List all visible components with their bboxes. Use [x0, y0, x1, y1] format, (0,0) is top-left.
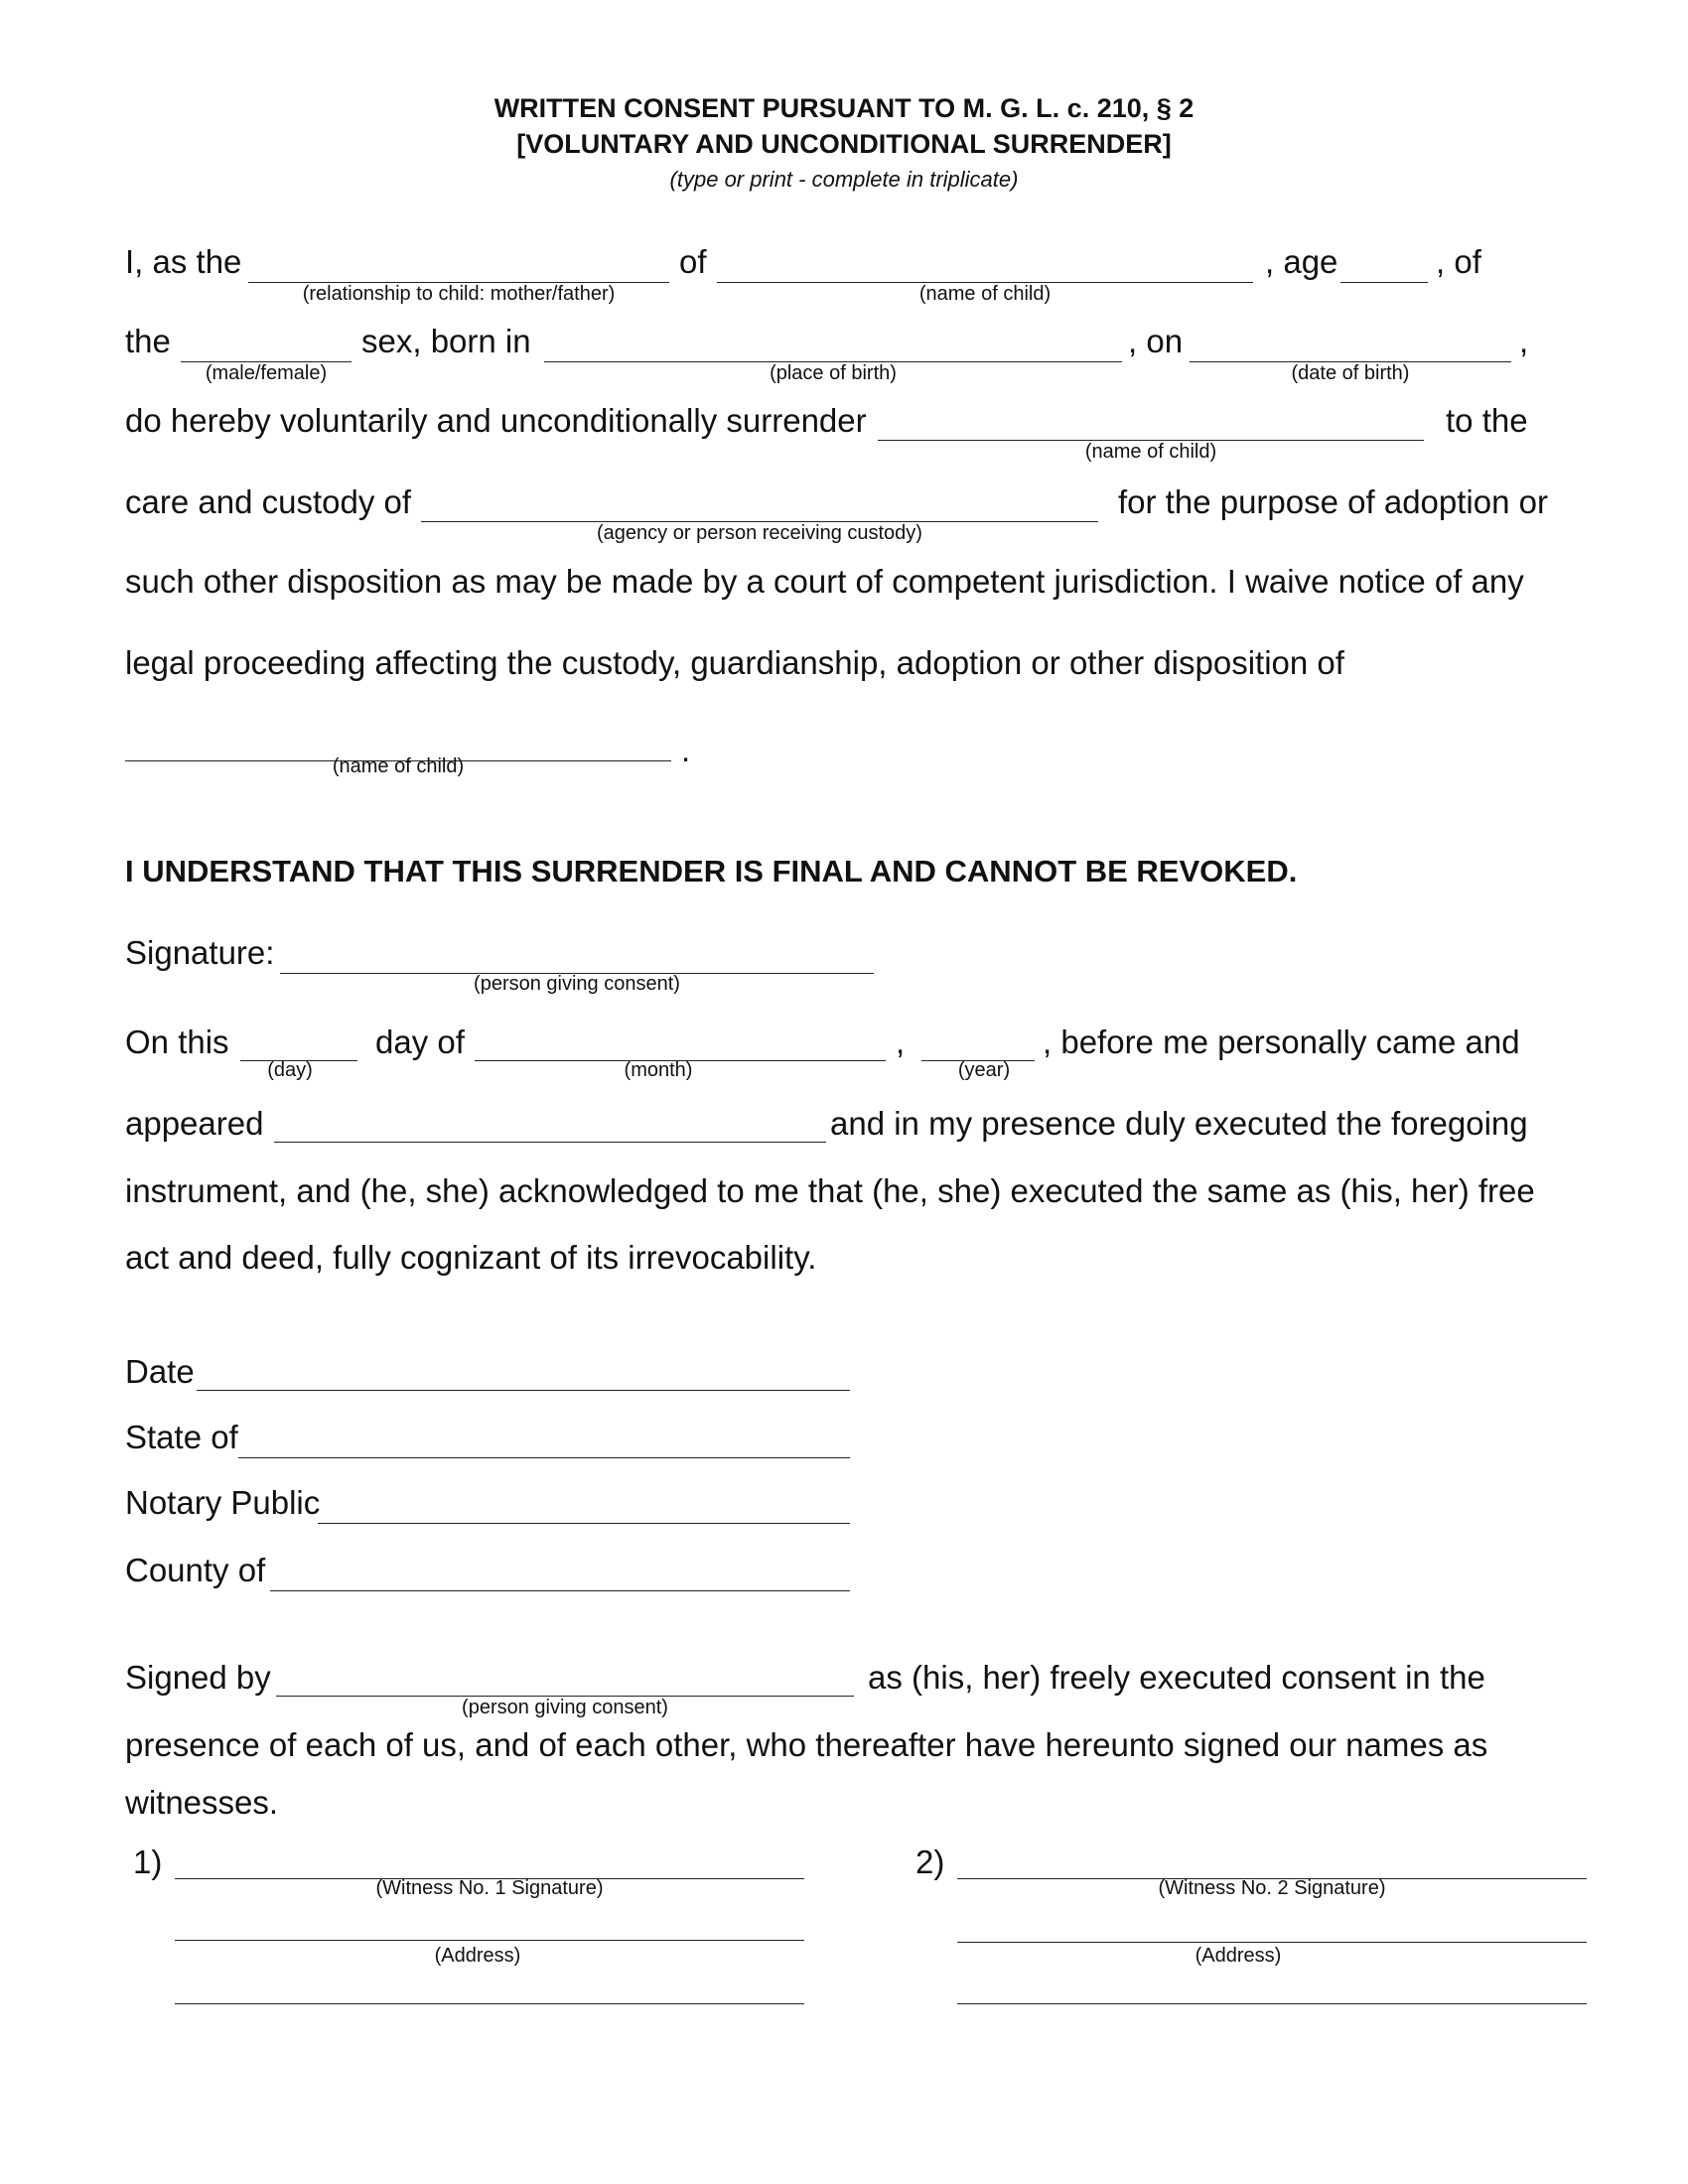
text-day-of: day of: [375, 1024, 465, 1060]
witness2-address-field-1[interactable]: [957, 1942, 1587, 1943]
text-line5: such other disposition as may be made by a court of competent jurisdiction. I waive notice of any: [125, 563, 1524, 600]
text-care-custody: care and custody of: [125, 483, 412, 520]
month-caption: (month): [624, 1059, 693, 1081]
child-name-caption-1: (name of child): [918, 283, 1052, 305]
notary-public-field[interactable]: [318, 1523, 850, 1524]
text-to-the: to the: [1446, 402, 1528, 439]
text-line6: legal proceeding affecting the custody, guardianship, adoption or other disposition of: [125, 644, 1344, 681]
text-purpose: for the purpose of adoption or: [1118, 483, 1548, 520]
text-executed: and in my presence duly executed the foregoing: [830, 1105, 1528, 1142]
year-caption: (year): [957, 1059, 1011, 1081]
witness2-address-field-2[interactable]: [957, 2003, 1587, 2004]
text-period: .: [681, 732, 691, 768]
text-witness-line3: witnesses.: [125, 1784, 279, 1821]
place-of-birth-caption: (place of birth): [770, 362, 897, 384]
text-the: the: [125, 323, 171, 359]
text-of: of: [679, 243, 707, 280]
child-name-caption-2: (name of child): [1084, 441, 1217, 463]
witness1-signature-caption: (Witness No. 1 Signature): [375, 1877, 604, 1899]
text-appeared: appeared: [125, 1105, 264, 1142]
witness1-address-caption: (Address): [434, 1945, 521, 1967]
date-of-birth-caption: (date of birth): [1291, 362, 1410, 384]
notary-date-label: Date: [125, 1353, 195, 1390]
text-age: , age: [1265, 243, 1338, 280]
relationship-caption: (relationship to child: mother/father): [302, 283, 616, 305]
final-statement: I UNDERSTAND THAT THIS SURRENDER IS FINAL AND CANNOT BE REVOKED.: [125, 854, 1298, 888]
signature-caption: (person giving consent): [474, 973, 680, 995]
text-comma-of: , of: [1436, 243, 1481, 280]
witness1-address-field-2[interactable]: [175, 2003, 804, 2004]
text-comma-2: ,: [896, 1024, 906, 1060]
text-comma: ,: [1519, 323, 1529, 359]
witness1-address-field-1[interactable]: [175, 1940, 804, 1941]
text-witness-line2: presence of each of us, and of each other, who thereafter have hereunto signed our names as: [125, 1726, 1488, 1763]
text-ack-line4: act and deed, fully cognizant of its irrevocability.: [125, 1239, 817, 1276]
text-i-as-the: I, as the: [125, 243, 242, 280]
witness2-number: 2): [915, 1843, 945, 1880]
text-on-this: On this: [125, 1024, 229, 1060]
form-title-line2: [VOLUNTARY AND UNCONDITIONAL SURRENDER]: [516, 129, 1172, 159]
signature-label: Signature:: [125, 934, 275, 971]
sex-caption: (male/female): [205, 362, 328, 384]
signed-by-caption: (person giving consent): [462, 1697, 668, 1718]
notary-public-label: Notary Public: [125, 1484, 321, 1521]
text-came: , before me personally came and: [1043, 1024, 1520, 1060]
notary-date-field[interactable]: [197, 1390, 850, 1391]
text-surrender: do hereby voluntarily and unconditionally surrender: [125, 402, 867, 439]
day-caption: (day): [267, 1059, 313, 1081]
notary-county-field[interactable]: [270, 1590, 850, 1591]
text-executed-consent: as (his, her) freely executed consent in the: [868, 1659, 1485, 1696]
age-field[interactable]: [1340, 282, 1428, 283]
notary-county-label: County of: [125, 1552, 266, 1588]
text-sex-born-in: sex, born in: [361, 323, 531, 359]
notary-state-label: State of: [125, 1419, 238, 1455]
witness2-address-caption: (Address): [1195, 1945, 1282, 1967]
text-signed-by: Signed by: [125, 1659, 271, 1696]
form-title-line1: WRITTEN CONSENT PURSUANT TO M. G. L. c. 210, § 2: [493, 93, 1195, 123]
notary-state-field[interactable]: [238, 1457, 850, 1458]
text-ack-line3: instrument, and (he, she) acknowledged to me that (he, she) executed the same as (his, her) free: [125, 1172, 1535, 1209]
child-name-caption-3: (name of child): [332, 755, 465, 777]
form-instructions: (type or print - complete in triplicate): [669, 167, 1019, 192]
witness1-number: 1): [133, 1843, 163, 1880]
text-on: , on: [1128, 323, 1184, 359]
appeared-name-field[interactable]: [274, 1142, 826, 1143]
agency-caption: (agency or person receiving custody): [597, 522, 922, 544]
witness2-signature-caption: (Witness No. 2 Signature): [1158, 1877, 1386, 1899]
